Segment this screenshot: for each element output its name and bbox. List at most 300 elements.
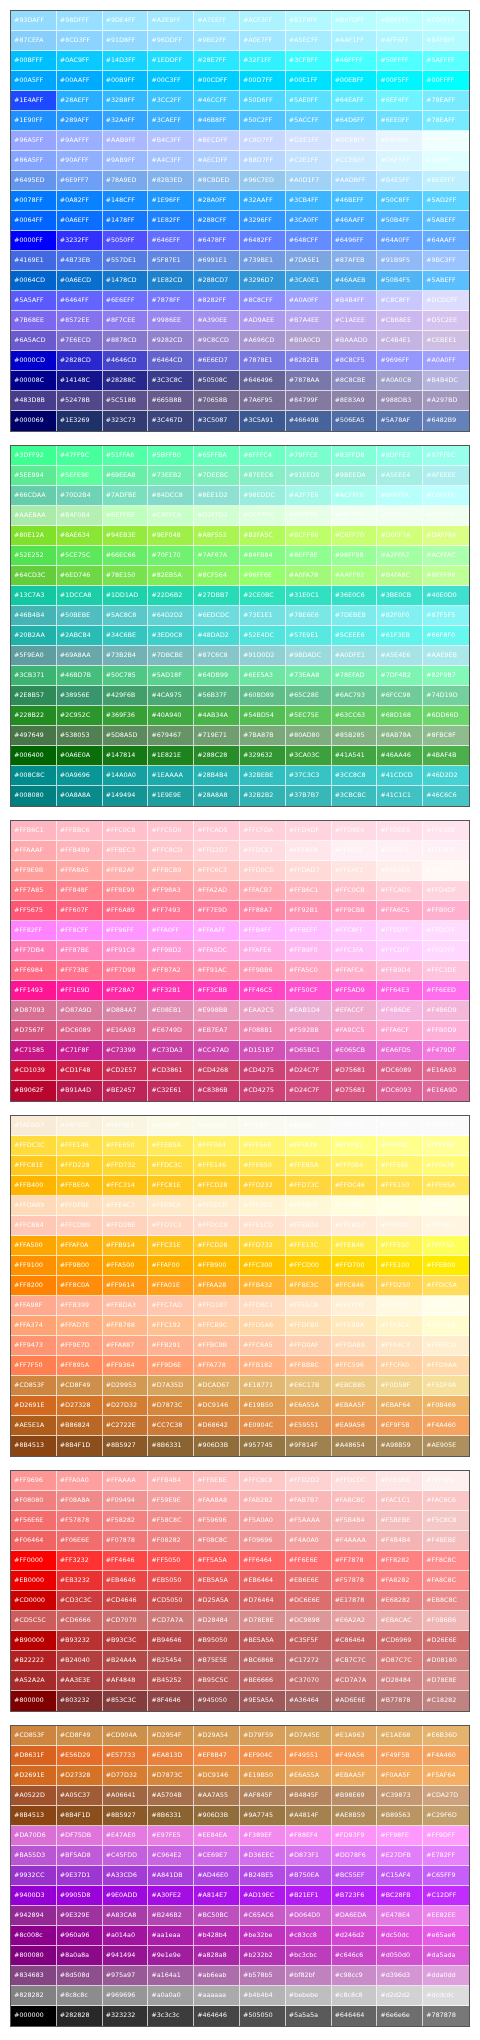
color-swatch[interactable]: #D75681 [332,1081,378,1101]
color-swatch[interactable]: #006400 [11,746,57,766]
color-swatch[interactable]: #8878CD [103,331,149,351]
color-swatch[interactable]: #6E6EFF [103,291,149,311]
color-swatch[interactable]: #A4814F [286,1806,332,1826]
color-swatch[interactable]: #c646c6 [332,1946,378,1966]
color-swatch[interactable]: #5AC8C8 [103,606,149,626]
color-swatch[interactable]: #F5A0A0 [240,1511,286,1531]
color-swatch[interactable]: #679467 [148,726,194,746]
color-swatch[interactable]: #78E150 [103,566,149,586]
color-swatch[interactable]: #0A82FF [57,191,103,211]
color-swatch[interactable]: #FFAAAA [103,1471,149,1491]
color-swatch[interactable]: #F5DF9A [423,1376,469,1396]
color-swatch[interactable]: #A06641 [103,1786,149,1806]
color-swatch[interactable]: #5CEEE6 [332,626,378,646]
color-swatch[interactable]: #7DA5E1 [286,251,332,271]
color-swatch[interactable]: #E17878 [332,1591,378,1611]
color-swatch[interactable]: #FFF0F0 [423,1471,469,1491]
color-swatch[interactable]: #1EAAAA [148,766,194,786]
color-swatch[interactable]: #FFCD28 [194,1236,240,1256]
color-swatch[interactable]: #FFD232 [240,1176,286,1196]
color-swatch[interactable]: #8282FF [194,291,240,311]
color-swatch[interactable]: #28E7FF [194,51,240,71]
color-swatch[interactable]: #00A5FF [11,71,57,91]
color-swatch[interactable]: #008C8C [11,766,57,786]
color-swatch[interactable]: #EB7EA7 [194,1021,240,1041]
color-swatch[interactable]: #D27D32 [103,1396,149,1416]
color-swatch[interactable]: #FFC6A5 [240,1336,286,1356]
color-swatch[interactable]: #803232 [57,1691,103,1711]
color-swatch[interactable]: #9E37D1 [57,1866,103,1886]
color-swatch[interactable]: #A0A0C8 [377,371,423,391]
color-swatch[interactable]: #FFF8F5 [423,861,469,881]
color-swatch[interactable]: #D77D32 [103,1766,149,1786]
color-swatch[interactable]: #FFA778 [194,1356,240,1376]
color-swatch[interactable]: #FF6464 [240,1551,286,1571]
color-swatch[interactable]: #D76464 [240,1591,286,1611]
color-swatch[interactable]: #A814E7 [194,1886,240,1906]
color-swatch[interactable]: #3296FF [240,211,286,231]
color-swatch[interactable]: #C12DFF [423,1886,469,1906]
color-swatch[interactable]: #3CAEFF [148,111,194,131]
color-swatch[interactable]: #ACFFF0 [332,486,378,506]
color-swatch[interactable]: #F0FFFF [423,131,469,151]
color-swatch[interactable]: #46D2D2 [423,766,469,786]
color-swatch[interactable]: #73E1E1 [240,606,286,626]
color-swatch[interactable]: #6FFFC4 [240,446,286,466]
color-swatch[interactable]: #d396d3 [377,1966,423,1986]
color-swatch[interactable]: #CD6969 [377,1631,423,1651]
color-swatch[interactable]: #8AB78A [377,726,423,746]
color-swatch[interactable]: #FFCFDA [240,821,286,841]
color-swatch[interactable]: #74D19D [423,686,469,706]
color-swatch[interactable]: #FFDCFF [423,921,469,941]
color-swatch[interactable]: #00AAFF [57,71,103,91]
color-swatch[interactable]: #A98B59 [377,1436,423,1456]
color-swatch[interactable]: #4169E1 [11,251,57,271]
color-swatch[interactable]: #FFF3D2 [240,1196,286,1216]
color-swatch[interactable]: #FFBDA3 [103,1296,149,1316]
color-swatch[interactable]: #F08282 [148,1531,194,1551]
color-swatch[interactable]: #6464FF [57,291,103,311]
color-swatch[interactable]: #A7EEFF [194,11,240,31]
color-swatch[interactable]: #D2E1FF [286,131,332,151]
color-swatch[interactable]: #FFB4FF [240,921,286,941]
color-swatch[interactable]: #CD5C5C [11,1611,57,1631]
color-swatch[interactable]: #2E8B57 [11,686,57,706]
color-swatch[interactable]: #FFE4C3 [103,1196,149,1216]
color-swatch[interactable]: #288C28 [194,746,240,766]
color-swatch[interactable]: #7B68EE [11,311,57,331]
color-swatch[interactable]: #D2FFD2 [194,506,240,526]
color-swatch[interactable]: #FF87A2 [148,961,194,981]
color-swatch[interactable]: #FFD7FF [423,941,469,961]
color-swatch[interactable]: #C73399 [103,1041,149,1061]
color-swatch[interactable]: #D8631F [11,1746,57,1766]
color-swatch[interactable]: #3C5087 [194,411,240,431]
color-swatch[interactable]: #369F36 [103,706,149,726]
color-swatch[interactable]: #8B5927 [103,1436,149,1456]
color-swatch[interactable]: #FFC7AD [148,1296,194,1316]
color-swatch[interactable]: #CD1039 [11,1061,57,1081]
color-swatch[interactable]: #d2d2d2 [377,1986,423,2006]
color-swatch[interactable]: #28AEFF [57,91,103,111]
color-swatch[interactable]: #FAFAFA [332,1116,378,1136]
color-swatch[interactable]: #FFBCB9 [148,861,194,881]
color-swatch[interactable]: #22D6B2 [148,586,194,606]
color-swatch[interactable]: #C2722E [103,1416,149,1436]
color-swatch[interactable]: #FAC1C1 [377,1491,423,1511]
color-swatch[interactable]: #834683 [11,1966,57,1986]
color-swatch[interactable]: #7DF4B2 [377,666,423,686]
color-swatch[interactable]: #646496 [240,371,286,391]
color-swatch[interactable]: #2C952C [57,706,103,726]
color-swatch[interactable]: #FAB7B7 [286,1491,332,1511]
color-swatch[interactable]: #BC55EF [332,1866,378,1886]
color-swatch[interactable]: #FF8C0A [57,1276,103,1296]
color-swatch[interactable]: #F4A0A0 [286,1531,332,1551]
color-swatch[interactable]: #C32E61 [148,1081,194,1101]
color-swatch[interactable]: #AAFF82 [332,566,378,586]
color-swatch[interactable]: #FFB2AF [103,861,149,881]
color-swatch[interactable]: #FFAA28 [194,1276,240,1296]
color-swatch[interactable]: #b428b4 [194,1926,240,1946]
color-swatch[interactable]: #B95050 [194,1631,240,1651]
color-swatch[interactable]: #9BEEDA [332,466,378,486]
color-swatch[interactable]: #FF6984 [11,961,57,981]
color-swatch[interactable]: #5F87E1 [148,251,194,271]
color-swatch[interactable]: #B6FFFA [377,486,423,506]
color-swatch[interactable]: #A0A0FF [286,291,332,311]
color-swatch[interactable]: #FF96FF [103,921,149,941]
color-swatch[interactable]: #FFFF5A [423,1236,469,1256]
color-swatch[interactable]: #497649 [11,726,57,746]
color-swatch[interactable]: #D064D0 [286,1906,332,1926]
color-swatch[interactable]: #FFE6D2 [286,1216,332,1236]
color-swatch[interactable]: #FFEECD [423,1336,469,1356]
color-swatch[interactable]: #D884A7 [103,1001,149,1021]
color-swatch[interactable]: #DD78F6 [332,1846,378,1866]
color-swatch[interactable]: #0064CD [11,271,57,291]
color-swatch[interactable]: #FFAF00 [148,1256,194,1276]
color-swatch[interactable]: #F09696 [240,1531,286,1551]
color-swatch[interactable]: #3CFBFF [286,51,332,71]
color-swatch[interactable]: #F5BEBE [377,1511,423,1531]
color-swatch[interactable]: #BBFFFF [377,11,423,31]
color-swatch[interactable]: #D26E6E [423,1631,469,1651]
color-swatch[interactable]: #8c008c [11,1926,57,1946]
color-swatch[interactable]: #8572EE [57,311,103,331]
color-swatch[interactable]: #EB6464 [240,1571,286,1591]
color-swatch[interactable]: #9DE4FF [103,11,149,31]
color-swatch[interactable]: #65FFBA [194,446,240,466]
color-swatch[interactable]: #47FF9C [57,446,103,466]
color-swatch[interactable]: #FFE6EB [286,841,332,861]
color-swatch[interactable]: #1478FF [103,211,149,231]
color-swatch[interactable]: #FF32B1 [148,981,194,1001]
color-swatch[interactable]: #EBAF64 [377,1396,423,1416]
color-swatch[interactable]: #DC6E6E [286,1591,332,1611]
color-swatch[interactable]: #8B4513 [11,1436,57,1456]
color-swatch[interactable]: #bc3cbc [286,1946,332,1966]
color-swatch[interactable]: #FFD5A6 [240,1316,286,1336]
color-swatch[interactable]: #D2691E [11,1766,57,1786]
color-swatch[interactable]: #F49A56 [332,1746,378,1766]
color-swatch[interactable]: #FFF8D7 [286,1196,332,1216]
color-swatch[interactable]: #EE82EE [423,1906,469,1926]
color-swatch[interactable]: #B1F8FF [286,11,332,31]
color-swatch[interactable]: #B2FA5C [240,526,286,546]
color-swatch[interactable]: #41CDCD [377,766,423,786]
color-swatch[interactable]: #B8D7FF [240,151,286,171]
color-swatch[interactable]: #FFDC3C [11,1136,57,1156]
color-swatch[interactable]: #6496FF [332,231,378,251]
color-swatch[interactable]: #FFCAD5 [377,881,423,901]
color-swatch[interactable]: #FFC8CD [148,841,194,861]
color-swatch[interactable]: #288CD7 [194,271,240,291]
color-swatch[interactable]: #9400D3 [11,1886,57,1906]
color-swatch[interactable]: #FF5AD9 [332,981,378,1001]
color-swatch[interactable]: #B90000 [11,1631,57,1651]
color-swatch[interactable]: #4CA975 [148,686,194,706]
color-swatch[interactable]: #FFD732 [240,1236,286,1256]
color-swatch[interactable]: #1E82CD [148,271,194,291]
color-swatch[interactable]: #FFA98F [11,1296,57,1316]
color-swatch[interactable]: #719E71 [194,726,240,746]
color-swatch[interactable]: #FF895A [57,1356,103,1376]
color-swatch[interactable]: #DA6EDA [332,1906,378,1926]
color-swatch[interactable]: #A05C37 [57,1786,103,1806]
color-swatch[interactable]: #A390EE [194,311,240,331]
color-swatch[interactable]: #FFFA78 [286,1136,332,1156]
color-swatch[interactable]: #3CBCBC [332,786,378,806]
color-swatch[interactable]: #96C7ED [240,171,286,191]
color-swatch[interactable]: #FFB6C1 [286,881,332,901]
color-swatch[interactable]: #FFFFE6 [423,1196,469,1216]
color-swatch[interactable]: #64DB99 [194,666,240,686]
color-swatch[interactable]: #FF607F [57,901,103,921]
color-swatch[interactable]: #800000 [11,1691,57,1711]
color-swatch[interactable]: #FFEB5A [286,1156,332,1176]
color-swatch[interactable]: #64AAFF [423,231,469,251]
color-swatch[interactable]: #7BE6E6 [286,606,332,626]
color-swatch[interactable]: #AECDFF [194,151,240,171]
color-swatch[interactable]: #D79F59 [240,1726,286,1746]
color-swatch[interactable]: #AF4848 [103,1671,149,1691]
color-swatch[interactable]: #1E9E9E [148,786,194,806]
color-swatch[interactable]: #FF9CBB [332,901,378,921]
color-swatch[interactable]: #CD853F [11,1726,57,1746]
color-swatch[interactable]: #FFF0F5 [423,841,469,861]
color-swatch[interactable]: #AAEBAA [11,506,57,526]
color-swatch[interactable]: #CD853F [11,1376,57,1396]
color-swatch[interactable]: #FF4646 [103,1551,149,1571]
color-swatch[interactable]: #85B285 [332,726,378,746]
color-swatch[interactable]: #41A541 [332,746,378,766]
color-swatch[interactable]: #5AD18F [148,666,194,686]
color-swatch[interactable]: #E16A93 [423,1061,469,1081]
color-swatch[interactable]: #60BD89 [240,686,286,706]
color-swatch[interactable]: #FFD9AA [423,1356,469,1376]
color-swatch[interactable]: #9932CC [11,1866,57,1886]
color-swatch[interactable]: #FFF550 [377,1236,423,1256]
color-swatch[interactable]: #DAFF84 [423,526,469,546]
color-swatch[interactable]: #F88EF4 [286,1826,332,1846]
color-swatch[interactable]: #b4b4b4 [240,1986,286,2006]
color-swatch[interactable]: #D29953 [103,1376,149,1396]
color-swatch[interactable]: #CD1F48 [57,1061,103,1081]
color-swatch[interactable]: #A4C3FF [148,151,194,171]
color-swatch[interactable]: #FFD4DF [286,821,332,841]
color-swatch[interactable]: #00F5FF [377,71,423,91]
color-swatch[interactable]: #c98cc9 [332,1966,378,1986]
color-swatch[interactable]: #CD4275 [240,1061,286,1081]
color-swatch[interactable]: #329632 [240,746,286,766]
color-swatch[interactable]: #5ABEFF [423,271,469,291]
color-swatch[interactable]: #A0FA78 [286,566,332,586]
color-swatch[interactable]: #82F9B7 [423,666,469,686]
color-swatch[interactable]: #B4F0B4 [57,506,103,526]
color-swatch[interactable]: #0078FF [11,191,57,211]
color-swatch[interactable]: #FFB914 [103,1236,149,1256]
color-swatch[interactable]: #FFC596 [332,1356,378,1376]
color-swatch[interactable]: #E6F5FF [377,131,423,151]
color-swatch[interactable]: #70F170 [148,546,194,566]
color-swatch[interactable]: #AE8B59 [332,1806,378,1826]
color-swatch[interactable]: #D7873C [148,1766,194,1786]
color-swatch[interactable]: #F08080 [11,1491,57,1511]
color-swatch[interactable]: #A2F7E6 [286,486,332,506]
color-swatch[interactable]: #DC6089 [377,1061,423,1081]
color-swatch[interactable]: #9AB9FF [103,151,149,171]
color-swatch[interactable]: #56B37F [194,686,240,706]
color-swatch[interactable]: #14148C [57,371,103,391]
color-swatch[interactable]: #EBAA5F [332,1766,378,1786]
color-swatch[interactable]: #FF9E9B [11,861,57,881]
color-swatch[interactable]: #87C6C8 [194,646,240,666]
color-swatch[interactable]: #FFDCC8 [194,1216,240,1236]
color-swatch[interactable]: #31E0C1 [286,586,332,606]
color-swatch[interactable]: #3ED0C8 [148,626,194,646]
color-swatch[interactable]: #B7A4EE [286,311,332,331]
color-swatch[interactable]: #FFD1B7 [194,1296,240,1316]
color-swatch[interactable]: #EFACCF [332,1001,378,1021]
color-swatch[interactable]: #FFEEEB [377,861,423,881]
color-swatch[interactable]: #66EC66 [103,546,149,566]
color-swatch[interactable]: #98FF98 [332,546,378,566]
color-swatch[interactable]: #FFB788 [103,1316,149,1336]
color-swatch[interactable]: #4B73EB [57,251,103,271]
color-swatch[interactable]: #FFCAD5 [194,821,240,841]
color-swatch[interactable]: #46AAFF [332,211,378,231]
color-swatch[interactable]: #8a0a8a [57,1946,103,1966]
color-swatch[interactable]: #DCAD67 [194,1376,240,1396]
color-swatch[interactable]: #CD0000 [11,1591,57,1611]
color-swatch[interactable]: #E57733 [103,1746,149,1766]
color-swatch[interactable]: #FFCD00 [286,1256,332,1276]
color-swatch[interactable]: #B94646 [148,1631,194,1651]
color-swatch[interactable]: #84DCC8 [148,486,194,506]
color-swatch[interactable]: #FFA8A5 [57,861,103,881]
color-swatch[interactable]: #FF3CBB [194,981,240,1001]
color-swatch[interactable]: #FFD2D2 [286,1471,332,1491]
color-swatch[interactable]: #E6749D [148,1021,194,1041]
color-swatch[interactable]: #1DD1AD [103,586,149,606]
color-swatch[interactable]: #FF9BB6 [240,961,286,981]
color-swatch[interactable]: #FFEECD [194,1196,240,1216]
color-swatch[interactable]: #FFE13C [286,1236,332,1256]
color-swatch[interactable]: #969696 [103,1986,149,2006]
color-swatch[interactable]: #aaaaaa [194,1986,240,2006]
color-swatch[interactable]: #F0FFF0 [332,506,378,526]
color-swatch[interactable]: #E782FF [423,1846,469,1866]
color-swatch[interactable]: #6e6e6e [377,2006,423,2026]
color-swatch[interactable]: #FFEB00 [423,1256,469,1276]
color-swatch[interactable]: #AF845F [240,1786,286,1806]
color-swatch[interactable]: #36E0C6 [332,586,378,606]
color-swatch[interactable]: #FFB400 [11,1176,57,1196]
color-swatch[interactable]: #D75681 [332,1061,378,1081]
color-swatch[interactable]: #DC6093 [377,1081,423,1101]
color-swatch[interactable]: #B6FDFF [332,11,378,31]
color-swatch[interactable]: #FFF9DF [377,1296,423,1316]
color-swatch[interactable]: #c83cc8 [286,1926,332,1946]
color-swatch[interactable]: #6464CD [148,351,194,371]
color-swatch[interactable]: #64CD3C [11,566,57,586]
color-swatch[interactable]: #C39873 [377,1786,423,1806]
color-swatch[interactable]: #FFD73C [286,1176,332,1196]
color-swatch[interactable]: #F4B6D9 [423,1001,469,1021]
color-swatch[interactable]: #FFC31E [148,1236,194,1256]
color-swatch[interactable]: #91EED0 [286,466,332,486]
color-swatch[interactable]: #FF9473 [11,1336,57,1356]
color-swatch[interactable]: #a164a1 [148,1966,194,1986]
color-swatch[interactable]: #483D8B [11,391,57,411]
color-swatch[interactable]: #5EC75E [286,706,332,726]
color-swatch[interactable]: #149494 [103,786,149,806]
color-swatch[interactable]: #F06464 [11,1531,57,1551]
color-swatch[interactable]: #8CF564 [194,566,240,586]
color-swatch[interactable]: #FAEBD7 [11,1116,57,1136]
color-swatch[interactable]: #FFCD28 [194,1176,240,1196]
color-swatch[interactable]: #CD8F49 [57,1376,103,1396]
color-swatch[interactable]: #13C7A3 [11,586,57,606]
color-swatch[interactable]: #008080 [11,786,57,806]
color-swatch[interactable]: #F5B4B4 [332,1511,378,1531]
color-swatch[interactable]: #E6A2A2 [332,1611,378,1631]
color-swatch[interactable]: #46649B [286,411,332,431]
color-swatch[interactable]: #96FF6E [240,566,286,586]
color-swatch[interactable]: #EB3232 [57,1571,103,1591]
color-swatch[interactable]: #A36464 [286,1691,332,1711]
color-swatch[interactable]: #46BEFF [332,191,378,211]
color-swatch[interactable]: #FAF5E1 [103,1116,149,1136]
color-swatch[interactable]: #BAAADD [332,331,378,351]
color-swatch[interactable]: #82F0F0 [377,606,423,626]
color-swatch[interactable]: #BC50BC [194,1906,240,1926]
color-swatch[interactable]: #46C6C6 [423,786,469,806]
color-swatch[interactable]: #CE69E7 [194,1846,240,1866]
color-swatch[interactable]: #CD7070 [103,1611,149,1631]
color-swatch[interactable]: #CD8F49 [57,1726,103,1746]
color-swatch[interactable]: #C964E2 [148,1846,194,1866]
color-swatch[interactable]: #5050FF [103,231,149,251]
color-swatch[interactable]: #CD4268 [194,1061,240,1081]
color-swatch[interactable]: #5ABEFF [423,211,469,231]
color-swatch[interactable]: #3CA0E1 [286,271,332,291]
color-swatch[interactable]: #B22222 [11,1651,57,1671]
color-swatch[interactable]: #DF75DB [57,1826,103,1846]
color-swatch[interactable]: #C8FFC8 [148,506,194,526]
